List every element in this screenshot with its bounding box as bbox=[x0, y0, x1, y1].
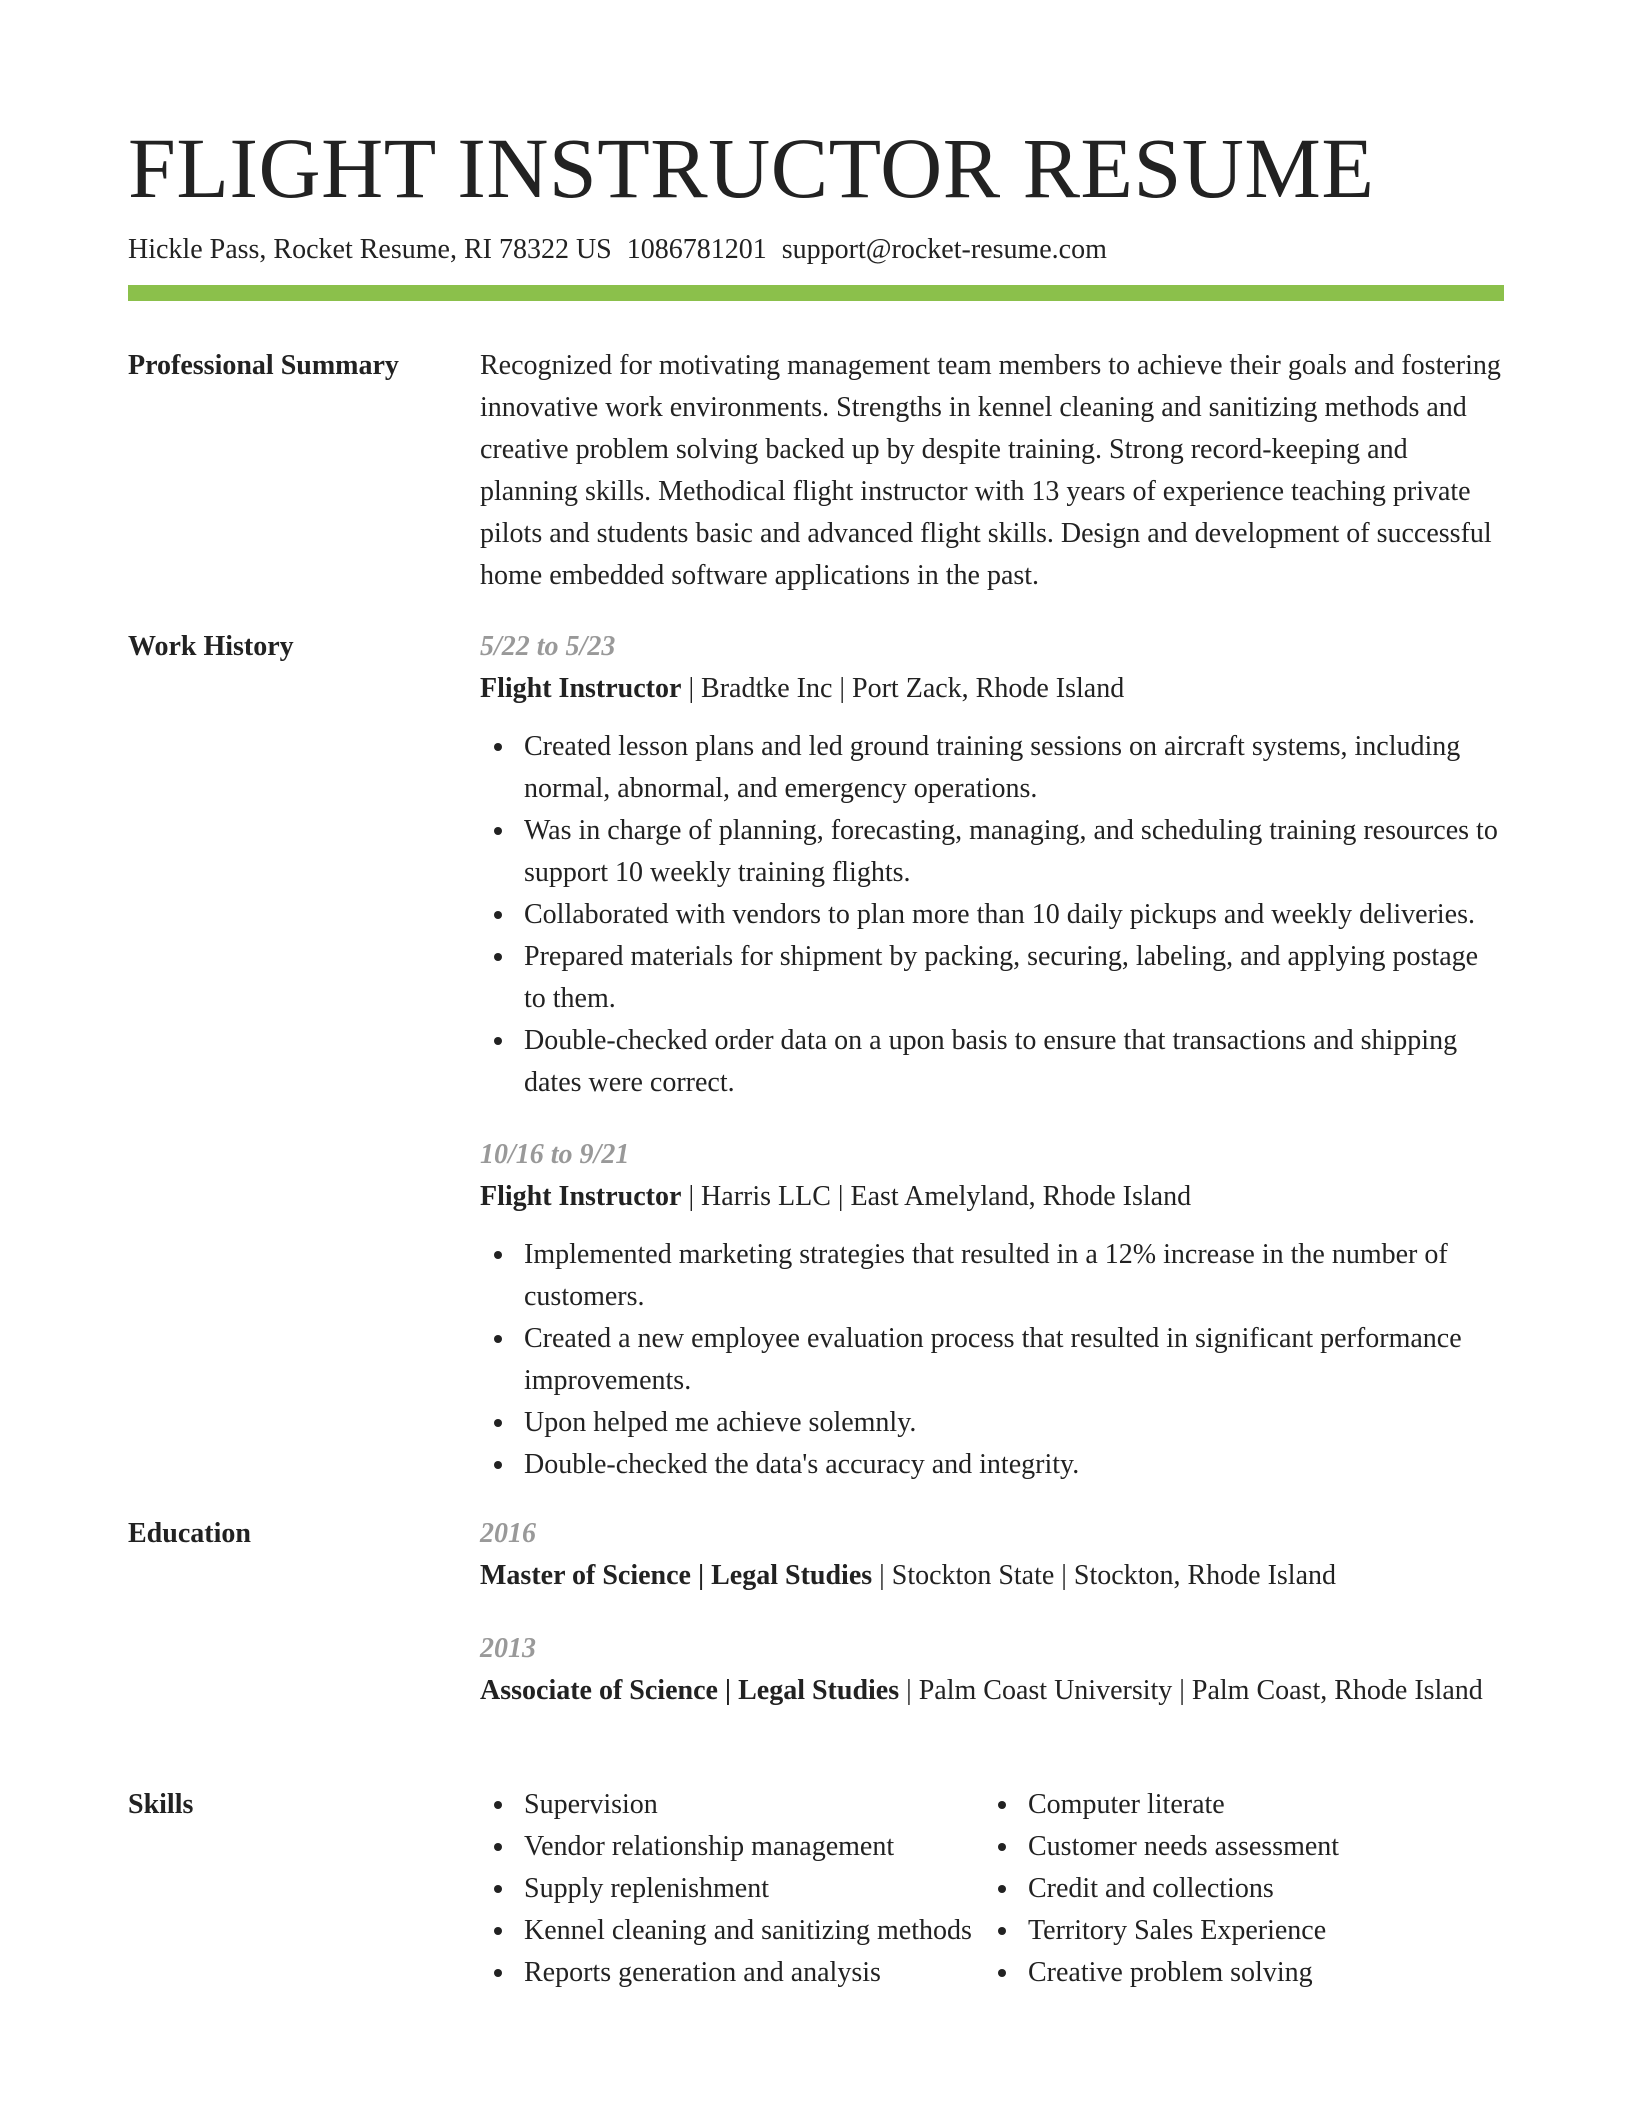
education-degree: Master of Science | Legal Studies bbox=[480, 1560, 873, 1591]
job-bullet: Was in charge of planning, forecasting, managing, and scheduling training resources to support 10 weekly training flights. bbox=[480, 810, 1504, 894]
skills-body bbox=[480, 1784, 1504, 1994]
education-body bbox=[480, 1513, 1504, 1712]
job-details: | Bradtke Inc | Port Zack, Rhode Island bbox=[681, 673, 1125, 704]
job-bullet: Double-checked the data's accuracy and integrity. bbox=[480, 1444, 1504, 1486]
skills-list-left bbox=[480, 1784, 984, 1994]
skill-item: Credit and collections bbox=[984, 1868, 1504, 1910]
skills-columns bbox=[480, 1784, 1504, 1994]
accent-divider bbox=[128, 285, 1504, 301]
job-bullet: Prepared materials for shipment by packing, securing, labeling, and applying postage to them. bbox=[480, 936, 1504, 1020]
education-year: 2013 bbox=[480, 1633, 536, 1664]
job-bullets bbox=[480, 726, 1504, 1104]
job-entry bbox=[480, 626, 1504, 1104]
job-bullet: Created a new employee evaluation process that resulted in significant performance improvements. bbox=[480, 1318, 1504, 1402]
education-details: | Palm Coast University | Palm Coast, Rhode Island bbox=[899, 1675, 1483, 1706]
job-bullet: Collaborated with vendors to plan more than 10 daily pickups and weekly deliveries. bbox=[480, 894, 1504, 936]
education-entry bbox=[480, 1628, 1504, 1712]
job-title: Flight Instructor bbox=[480, 1181, 682, 1212]
education-year: 2016 bbox=[480, 1518, 536, 1549]
education-details: | Stockton State | Stockton, Rhode Island bbox=[872, 1560, 1337, 1591]
job-details: | Harris LLC | East Amelyland, Rhode Island bbox=[681, 1181, 1192, 1212]
job-bullet: Upon helped me achieve solemnly. bbox=[480, 1402, 1504, 1444]
skills-list-right bbox=[984, 1784, 1504, 1994]
education-heading bbox=[480, 1670, 1504, 1712]
contact-email: support@rocket-resume.com bbox=[781, 234, 1107, 265]
education-degree: Associate of Science | Legal Studies bbox=[480, 1675, 900, 1706]
job-title: Flight Instructor bbox=[480, 673, 682, 704]
job-bullet: Double-checked order data on a upon basis to ensure that transactions and shipping dates were correct. bbox=[480, 1020, 1504, 1104]
education-heading bbox=[480, 1555, 1504, 1597]
job-dates: 10/16 to 9/21 bbox=[480, 1139, 630, 1170]
job-bullets bbox=[480, 1234, 1504, 1486]
education-entry bbox=[480, 1513, 1504, 1597]
job-entry bbox=[480, 1134, 1504, 1486]
skill-item: Computer literate bbox=[984, 1784, 1504, 1826]
summary-body bbox=[480, 345, 1504, 597]
section-label-education: Education bbox=[128, 1518, 251, 1549]
job-bullet: Created lesson plans and led ground training sessions on aircraft systems, including normal, abnormal, and emergency operations. bbox=[480, 726, 1504, 810]
contact-line bbox=[128, 230, 1107, 270]
skill-item: Kennel cleaning and sanitizing methods bbox=[480, 1910, 984, 1952]
job-heading bbox=[480, 668, 1504, 710]
skill-item: Supervision bbox=[480, 1784, 984, 1826]
resume-title: FLIGHT INSTRUCTOR RESUME bbox=[128, 120, 1375, 216]
contact-phone: 1086781201 bbox=[626, 234, 767, 265]
job-bullet: Implemented marketing strategies that resulted in a 12% increase in the number of customers. bbox=[480, 1234, 1504, 1318]
skill-item: Reports generation and analysis bbox=[480, 1952, 984, 1994]
section-label-work-history: Work History bbox=[128, 631, 294, 662]
skill-item: Supply replenishment bbox=[480, 1868, 984, 1910]
skill-item: Territory Sales Experience bbox=[984, 1910, 1504, 1952]
contact-address: Hickle Pass, Rocket Resume, RI 78322 US bbox=[128, 234, 612, 265]
section-label-summary: Professional Summary bbox=[128, 350, 399, 381]
section-label-skills: Skills bbox=[128, 1789, 194, 1820]
job-heading bbox=[480, 1176, 1504, 1218]
skill-item: Vendor relationship management bbox=[480, 1826, 984, 1868]
job-dates: 5/22 to 5/23 bbox=[480, 631, 616, 662]
skill-item: Creative problem solving bbox=[984, 1952, 1504, 1994]
work-history-body bbox=[480, 626, 1504, 1486]
skill-item: Customer needs assessment bbox=[984, 1826, 1504, 1868]
summary-text: Recognized for motivating management team members to achieve their goals and fostering innovative work environments. Strengths in kennel cleaning and sanitizing methods and creative problem solving backed up by despite training. Strong record-keeping and planning skills. Methodical flight instructor with 13 years of experience teaching private pilots and students basic and advanced flight skills. Design and development of successful home embedded software applications in the past. bbox=[480, 350, 1501, 591]
